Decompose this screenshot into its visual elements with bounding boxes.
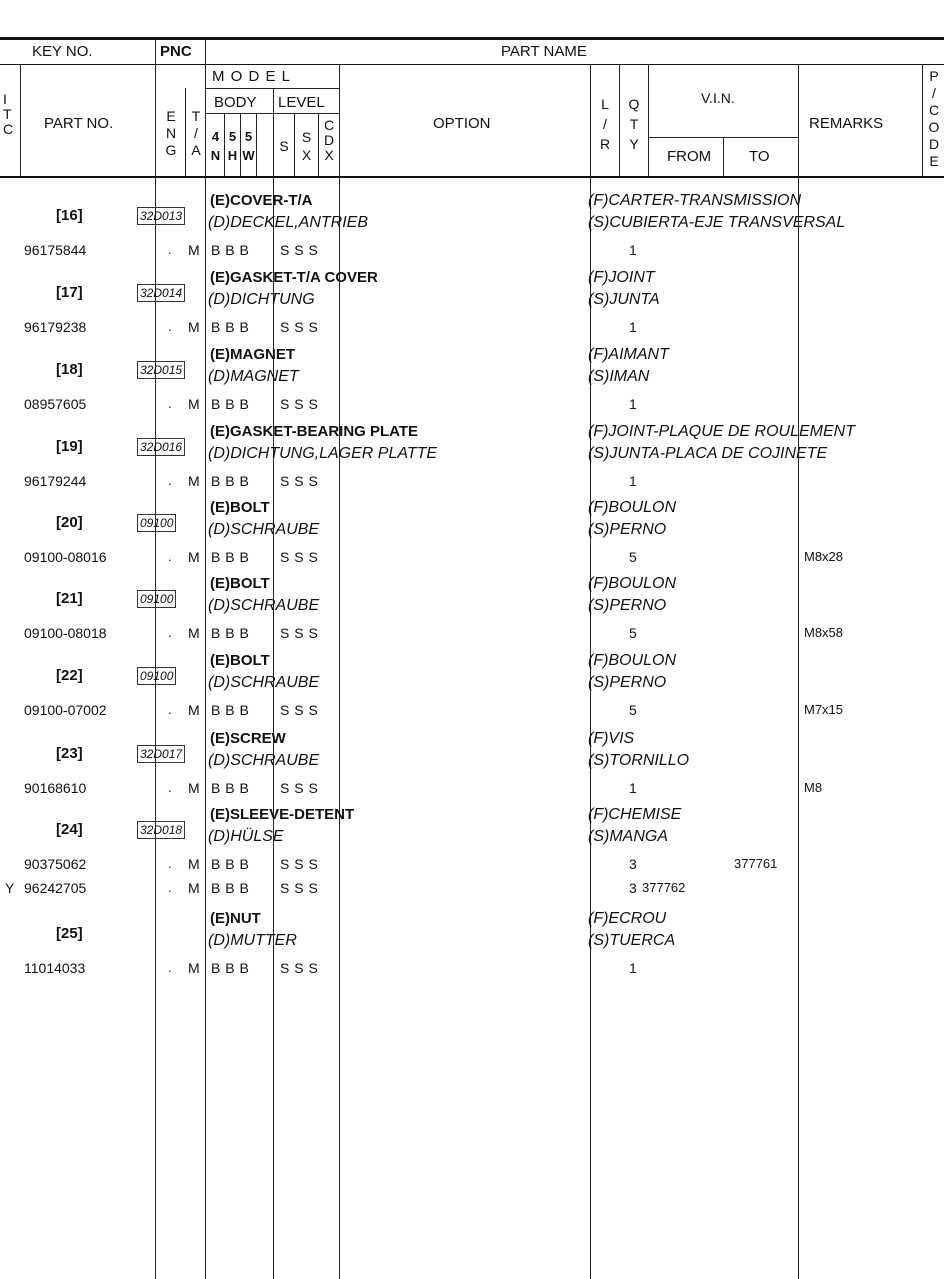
header-rule-1 xyxy=(0,64,944,65)
part-number: 09100-07002 xyxy=(24,702,107,718)
part-name-english: (E)SCREW xyxy=(210,730,286,747)
vin-from: 377762 xyxy=(642,880,686,895)
key-number: [20] xyxy=(56,514,83,531)
ta-code: M xyxy=(188,473,200,489)
part-name-french: (F)JOINT-PLAQUE DE ROULEMENT xyxy=(588,423,855,440)
key-number: [18] xyxy=(56,361,83,378)
eng-dot: . xyxy=(168,625,172,640)
eng-dot: . xyxy=(168,473,172,488)
part-name-english: (E)GASKET-BEARING PLATE xyxy=(210,423,419,440)
eng-dot: . xyxy=(168,242,172,257)
level-codes: S S S xyxy=(280,396,319,412)
pnc-code: 32D015 xyxy=(137,361,185,379)
body-codes: B B B xyxy=(211,702,250,718)
level-codes: S S S xyxy=(280,242,319,258)
vin-to-header: TO xyxy=(749,148,770,165)
part-name-english: (E)SLEEVE-DETENT xyxy=(210,806,355,823)
key-number: [24] xyxy=(56,821,83,838)
eng-dot: . xyxy=(168,702,172,717)
key-number: [23] xyxy=(56,745,83,762)
body-col-5w: 5 W xyxy=(242,129,255,163)
body-codes: B B B xyxy=(211,880,250,896)
key-number: [21] xyxy=(56,590,83,607)
ta-code: M xyxy=(188,780,200,796)
pnc-code: 32D017 xyxy=(137,745,185,763)
level-codes: S S S xyxy=(280,780,319,796)
part-name-french: (F)AIMANT xyxy=(588,346,669,363)
part-name-german: (D)DICHTUNG xyxy=(208,291,315,308)
part-number: 96179244 xyxy=(24,473,87,489)
part-name-french: (F)BOULON xyxy=(588,499,676,516)
part-name-spanish: (S)PERNO xyxy=(588,597,667,614)
pnc-code: 32D018 xyxy=(137,821,185,839)
part-number: 90375062 xyxy=(24,856,87,872)
level-codes: S S S xyxy=(280,880,319,896)
body-col-5h: 5 H xyxy=(227,129,238,163)
remarks: M8 xyxy=(804,780,823,795)
ta-code: M xyxy=(188,625,200,641)
remarks: M8x58 xyxy=(804,625,844,640)
eng-dot: . xyxy=(168,549,172,564)
eng-dot: . xyxy=(168,319,172,334)
part-name-french: (F)CARTER-TRANSMISSION xyxy=(588,192,802,209)
part-number: 90168610 xyxy=(24,780,87,796)
part-name-spanish: (S)CUBIERTA-EJE TRANSVERSAL xyxy=(588,214,846,231)
quantity: 5 xyxy=(629,549,637,565)
part-name-spanish: (S)PERNO xyxy=(588,521,667,538)
quantity: 1 xyxy=(629,960,637,976)
part-name-french: (F)CHEMISE xyxy=(588,806,682,823)
part-number: 11014033 xyxy=(24,960,86,976)
part-number: 96175844 xyxy=(24,242,87,258)
body-header: BODY xyxy=(214,94,257,111)
level-codes: S S S xyxy=(280,625,319,641)
level-col-s: S xyxy=(279,138,289,154)
vin-from-header: FROM xyxy=(667,148,712,165)
part-name-french: (F)ECROU xyxy=(588,910,667,927)
part-number: 96179238 xyxy=(24,319,87,335)
part-number: 96242705 xyxy=(24,880,87,896)
ta-code: M xyxy=(188,960,200,976)
part-name-english: (E)GASKET-T/A COVER xyxy=(210,269,378,286)
part-name-french: (F)JOINT xyxy=(588,269,655,286)
body-codes: B B B xyxy=(211,625,250,641)
quantity: 3 xyxy=(629,856,637,872)
level-codes: S S S xyxy=(280,319,319,335)
part-name-english: (E)MAGNET xyxy=(210,346,295,363)
part-name-german: (D)SCHRAUBE xyxy=(208,521,320,538)
pnc-code: 09100 xyxy=(137,667,176,685)
pnc-header: PNC xyxy=(160,43,192,60)
eng-dot: . xyxy=(168,856,172,871)
level-header: LEVEL xyxy=(278,94,325,111)
part-name-french: (F)BOULON xyxy=(588,575,676,592)
body-codes: B B B xyxy=(211,960,250,976)
level-codes: S S S xyxy=(280,856,319,872)
body-codes: B B B xyxy=(211,780,250,796)
pnc-code: 09100 xyxy=(137,514,176,532)
part-name-german: (D)SCHRAUBE xyxy=(208,674,320,691)
part-name-spanish: (S)IMAN xyxy=(588,368,650,385)
ta-code: M xyxy=(188,880,200,896)
ta-code: M xyxy=(188,856,200,872)
remarks: M7x15 xyxy=(804,702,844,717)
level-col-cdx: C D X xyxy=(323,117,335,163)
level-codes: S S S xyxy=(280,702,319,718)
part-name-english: (E)BOLT xyxy=(210,575,270,592)
part-number: 09100-08016 xyxy=(24,549,107,565)
part-name-spanish: (S)MANGA xyxy=(588,828,668,845)
itc-flag: Y xyxy=(5,880,15,896)
ta-code: M xyxy=(188,549,200,565)
eng-dot: . xyxy=(168,880,172,895)
level-col-sx: S X xyxy=(301,129,312,163)
body-codes: B B B xyxy=(211,242,250,258)
body-codes: B B B xyxy=(211,396,250,412)
eng-dot: . xyxy=(168,780,172,795)
ta-header: T / A xyxy=(191,108,201,158)
part-name-english: (E)BOLT xyxy=(210,652,270,669)
body-codes: B B B xyxy=(211,856,250,872)
part-name-english: (E)COVER-T/A xyxy=(210,192,313,209)
model-rule xyxy=(205,88,339,89)
part-name-german: (D)MUTTER xyxy=(208,932,297,949)
body-col-4n: 4 N xyxy=(210,129,221,163)
ta-code: M xyxy=(188,242,200,258)
part-name-header: PART NAME xyxy=(501,43,587,60)
part-name-french: (F)BOULON xyxy=(588,652,676,669)
pnc-code: 32D016 xyxy=(137,438,185,456)
vin-to: 377761 xyxy=(734,856,778,871)
part-name-spanish: (S)PERNO xyxy=(588,674,667,691)
quantity: 3 xyxy=(629,880,637,896)
key-number: [16] xyxy=(56,207,83,224)
quantity: 1 xyxy=(629,780,637,796)
part-number: 08957605 xyxy=(24,396,87,412)
part-name-german: (D)DECKEL,ANTRIEB xyxy=(208,214,369,231)
part-name-german: (D)DICHTUNG,LAGER PLATTE xyxy=(208,445,438,462)
qty-header: Q T Y xyxy=(628,96,640,152)
part-name-english: (E)NUT xyxy=(210,910,261,927)
part-no-header: PART NO. xyxy=(44,115,114,132)
key-number: [17] xyxy=(56,284,83,301)
part-name-spanish: (S)TORNILLO xyxy=(588,752,690,769)
part-name-german: (D)MAGNET xyxy=(208,368,299,385)
part-name-spanish: (S)JUNTA xyxy=(588,291,660,308)
ta-code: M xyxy=(188,319,200,335)
quantity: 1 xyxy=(629,396,637,412)
part-name-spanish: (S)TUERCA xyxy=(588,932,676,949)
body-codes: B B B xyxy=(211,473,250,489)
quantity: 5 xyxy=(629,625,637,641)
level-codes: S S S xyxy=(280,960,319,976)
vin-header: V.I.N. xyxy=(701,90,735,106)
part-name-german: (D)SCHRAUBE xyxy=(208,597,320,614)
itc-header: I T C xyxy=(3,91,14,137)
key-number: [25] xyxy=(56,925,83,942)
remarks: M8x28 xyxy=(804,549,844,564)
level-codes: S S S xyxy=(280,549,319,565)
quantity: 5 xyxy=(629,702,637,718)
part-number: 09100-08018 xyxy=(24,625,107,641)
quantity: 1 xyxy=(629,242,637,258)
key-number: [19] xyxy=(56,438,83,455)
part-name-french: (F)VIS xyxy=(588,730,635,747)
pnc-code: 09100 xyxy=(137,590,176,608)
remarks-header: REMARKS xyxy=(809,115,884,132)
key-no-header: KEY NO. xyxy=(32,43,93,60)
pcode-header: P / C O D E xyxy=(928,68,940,169)
option-header: OPTION xyxy=(433,115,491,132)
key-number: [22] xyxy=(56,667,83,684)
eng-header: E N G xyxy=(165,108,177,158)
ta-code: M xyxy=(188,396,200,412)
part-name-spanish: (S)JUNTA-PLACA DE COJINETE xyxy=(588,445,828,462)
body-codes: B B B xyxy=(211,549,250,565)
part-name-german: (D)SCHRAUBE xyxy=(208,752,320,769)
ta-code: M xyxy=(188,702,200,718)
eng-dot: . xyxy=(168,960,172,975)
eng-dot: . xyxy=(168,396,172,411)
top-rule xyxy=(0,37,944,40)
body-codes: B B B xyxy=(211,319,250,335)
pnc-code: 32D014 xyxy=(137,284,185,302)
pnc-code: 32D013 xyxy=(137,207,185,225)
level-codes: S S S xyxy=(280,473,319,489)
quantity: 1 xyxy=(629,319,637,335)
lr-header: L / R xyxy=(599,96,611,152)
model-header: M O D E L xyxy=(212,68,292,85)
part-name-english: (E)BOLT xyxy=(210,499,270,516)
header-bottom-rule xyxy=(0,176,944,178)
quantity: 1 xyxy=(629,473,637,489)
part-name-german: (D)HÜLSE xyxy=(208,828,284,845)
